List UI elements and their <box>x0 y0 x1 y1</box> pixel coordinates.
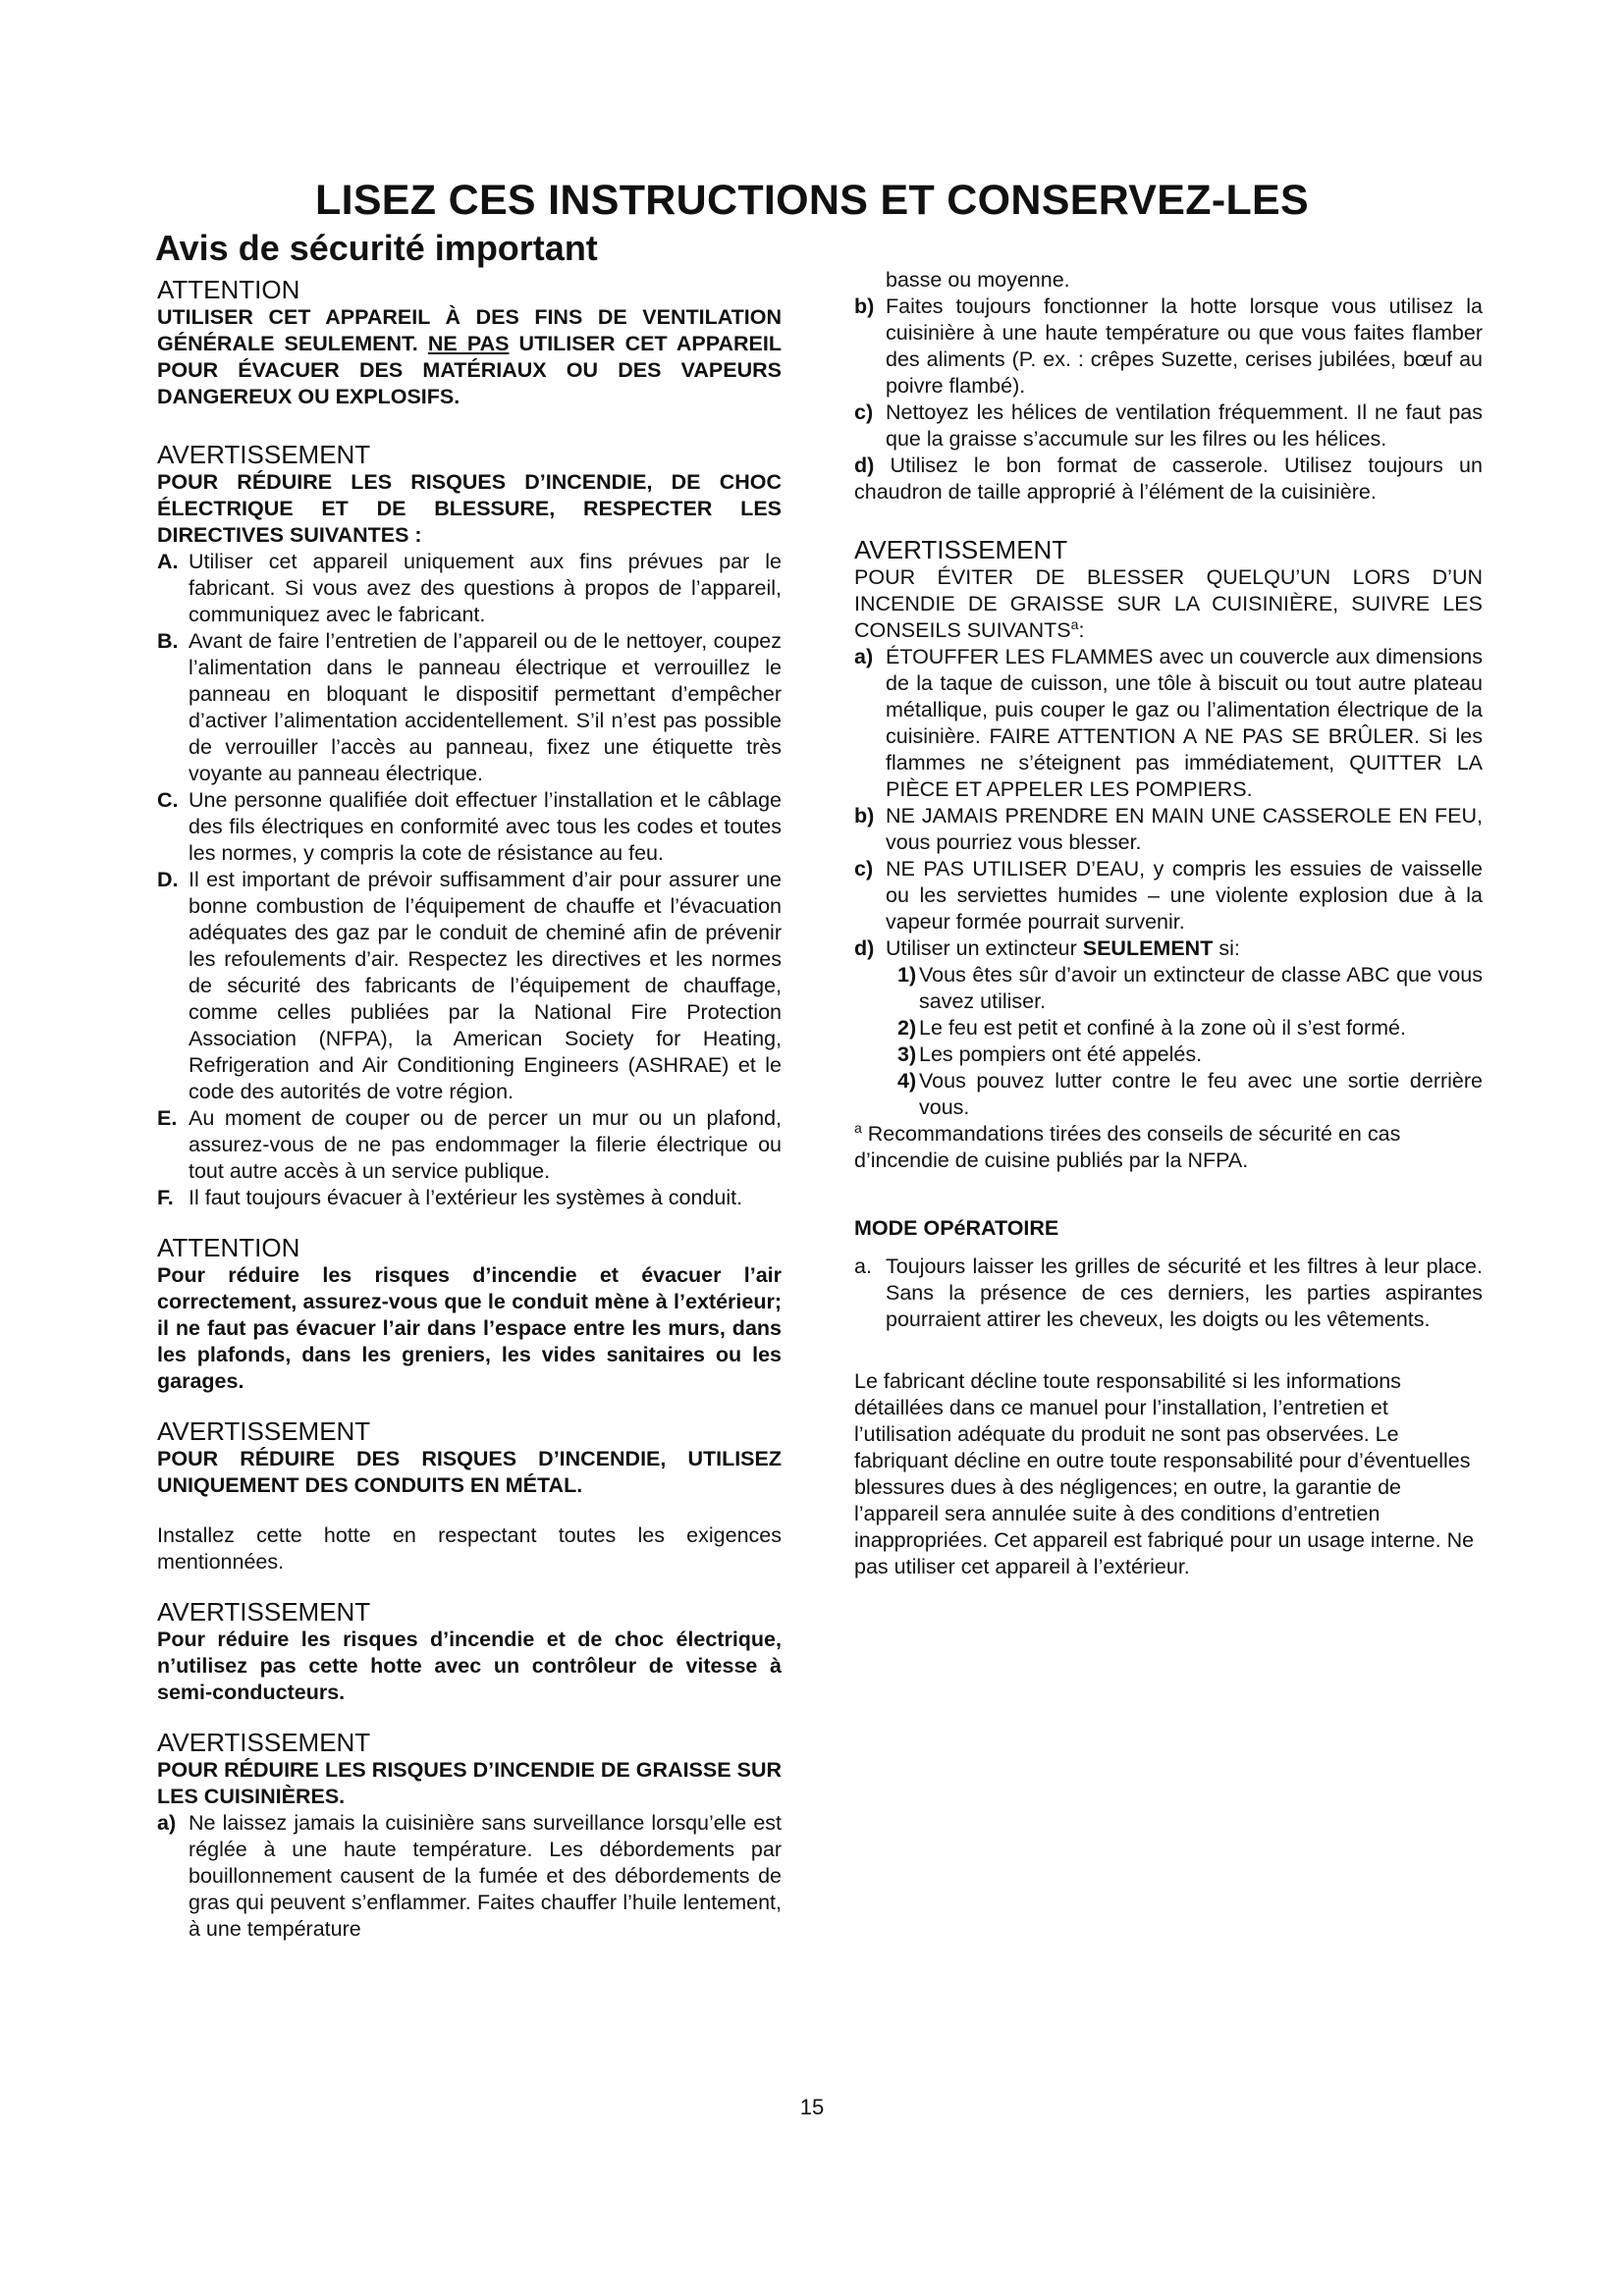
item-marker: B. <box>157 629 179 653</box>
item-marker: C. <box>157 788 179 812</box>
section-avertissement-incendie-graisse <box>854 535 1483 1174</box>
list-item <box>157 867 782 1105</box>
list-item-continued <box>854 267 1483 294</box>
underlined-ne-pas: NE PAS <box>427 332 510 355</box>
list-item <box>854 294 1483 400</box>
item-text: Le feu est petit et confiné à la zone où il s’est formé. <box>919 1016 1406 1040</box>
list-item <box>854 935 1483 962</box>
section-mode-operatoire <box>854 1215 1483 1333</box>
section-avertissement-directives <box>157 440 782 1211</box>
text-part: si: <box>1213 936 1240 960</box>
item-text: Au moment de couper ou de percer un mur ou un plafond, assurez-vous de ne pas endommager la filerie électrique ou tout autre accès à un service publique. <box>189 1106 782 1183</box>
text-part: Utiliser un extincteur <box>886 936 1083 960</box>
item-text: Toujours laisser les grilles de sécurité et les filtres à leur place. Sans la présence de ces derniers, les parties aspirantes pourraient attirer les cheveux, les doigts ou les vêtements. <box>886 1255 1483 1331</box>
list-item <box>854 400 1483 453</box>
list-item <box>897 1068 1483 1121</box>
list-item <box>854 1254 1483 1333</box>
page-title: LISEZ CES INSTRUCTIONS ET CONSERVEZ-LES <box>315 177 1309 224</box>
item-marker: 4) <box>897 1069 917 1093</box>
list-item <box>854 856 1483 935</box>
list-item <box>157 549 782 628</box>
footnote-text: Recommandations tirées des conseils de sécurité en cas d’incendie de cuisine publiés par la NFPA. <box>854 1122 1401 1172</box>
section-title: AVERTISSEMENT <box>157 1597 371 1627</box>
list-item <box>897 1041 1483 1068</box>
section-avertissement-controleur <box>157 1597 782 1706</box>
item-text: Ne laissez jamais la cuisinière sans surveillance lorsqu’elle est réglée à une haute température. Les débordements par bouillonnement causent de la fumée et des débordements de gras qui peuvent s’enflammer. Faites chauffer l’huile lentement, à une température <box>189 1811 782 1941</box>
section-title: ATTENTION <box>157 1233 300 1262</box>
list-item <box>897 1015 1483 1041</box>
item-text: NE JAMAIS PRENDRE EN MAIN UNE CASSEROLE EN FEU, vous pourriez vous blesser. <box>886 804 1483 854</box>
section-attention-ventilation <box>157 275 782 410</box>
attention-ventilation-text <box>157 304 782 410</box>
item-text: Vous êtes sûr d’avoir un extincteur de classe ABC que vous savez utiliser. <box>919 963 1483 1013</box>
footnote-reference: a <box>1070 615 1079 632</box>
item-marker: E. <box>157 1106 178 1130</box>
item-marker: a. <box>854 1255 872 1278</box>
item-text: Il faut toujours évacuer à l’extérieur les systèmes à conduit. <box>189 1186 743 1209</box>
item-text: basse ou moyenne. <box>886 268 1070 292</box>
item-marker: a) <box>854 645 874 668</box>
text-part: UTILISER CET APPAREIL POUR ÉVACUER DES MATÉRIAUX OU DES VAPEURS DANGEREUX OU EXPLOSIFS. <box>157 332 782 408</box>
list-item <box>854 644 1483 803</box>
page-number: 15 <box>799 2095 825 2119</box>
section-title: AVERTISSEMENT <box>157 440 371 469</box>
item-text: Une personne qualifiée doit effectuer l’installation et le câblage des fils électriques en conformité avec tous les codes et toutes les normes, y compris la cote de résistance au feu. <box>189 788 782 865</box>
footnote <box>854 1121 1483 1174</box>
bold-seulement: SEULEMENT <box>1082 936 1214 960</box>
section-title: ATTENTION <box>157 275 300 304</box>
item-text: Avant de faire l’entretien de l’appareil ou de le nettoyer, coupez l’alimentation dans le panneau électrique et verrouillez le panneau en bloquant le dispositif permettant d’empêcher d’activer l’alimentation accidentellement. S’il n’est pas possible de verrouiller l’accès au panneau, fixez une étiquette très voyante au panneau électrique. <box>189 629 782 785</box>
conseils-list <box>854 644 1483 962</box>
graisse-heading: POUR RÉDUIRE LES RISQUES D’INCENDIE DE GRAISSE SUR LES CUISINIÈRES. <box>157 1758 782 1808</box>
graisse-list <box>157 1810 782 1943</box>
item-marker: a) <box>157 1811 177 1835</box>
extincteur-conditions-list <box>897 962 1483 1121</box>
page-subtitle: Avis de sécurité important <box>155 228 598 268</box>
item-marker: c) <box>854 857 874 881</box>
list-item <box>157 1810 782 1943</box>
item-marker: c) <box>854 400 874 424</box>
item-text: Nettoyez les hélices de ventilation fréquemment. Il ne faut pas que la graisse s’accumule sur les filres ou les hélices. <box>886 400 1483 451</box>
list-item <box>157 1105 782 1185</box>
section-avertissement-graisse <box>157 1728 782 1943</box>
section-title: AVERTISSEMENT <box>157 1416 371 1446</box>
text-part: : <box>1078 618 1085 642</box>
incendie-graisse-heading <box>854 564 1483 644</box>
item-marker: d) <box>854 454 875 477</box>
list-item <box>157 628 782 787</box>
item-text: Il est important de prévoir suffisamment d’air pour assurer une bonne combustion de l’équipement de chauffe et l’évacuation adéquates des gaz par le conduit de cheminé afin de prévenir les refoulements d’air. Respectez les directives et les normes de sécurité des fabricants de l’équipement de chauffage, comme celles publiées par la National Fire Protection Association (NFPA), la American Society for Heating, Refrigeration and Air Conditioning Engineers (ASHRAE) et le code des autorités de votre région. <box>189 868 782 1103</box>
section-title: AVERTISSEMENT <box>157 1728 371 1757</box>
item-marker: 1) <box>897 963 917 987</box>
item-marker: 2) <box>897 1016 917 1040</box>
directives-list <box>157 549 782 1211</box>
item-marker: A. <box>157 550 179 573</box>
right-column <box>854 267 1483 1602</box>
item-marker: b) <box>854 294 875 318</box>
disclaimer-text: Le fabricant décline toute responsabilité si les informations détaillées dans ce manuel pour l’installation, l’entretien et l’utilisation adéquate du produit ne sont pas observées. Le fabriquant décline en outre toute responsabilité pour d’éventuelles blessures dues à des négligences; en outre, la garantie de l’appareil sera annulée suite à des conditions d’entretien inappropriées. Cet appareil est fabriqué pour un usage interne. Ne pas utiliser cet appareil à l’extérieur. <box>854 1369 1475 1578</box>
list-item <box>157 787 782 867</box>
item-marker: d) <box>854 936 875 960</box>
item-text <box>886 935 1483 962</box>
item-text: Utiliser cet appareil uniquement aux fins prévues par le fabricant. Si vous avez des questions à propos de l’appareil, communiquez avec le fabricant. <box>189 550 782 626</box>
graisse-list-continued <box>854 267 1483 453</box>
item-text: Les pompiers ont été appelés. <box>919 1042 1203 1066</box>
metal-conduit-text: POUR RÉDUIRE DES RISQUES D’INCENDIE, UTILISEZ UNIQUEMENT DES CONDUITS EN MÉTAL. <box>157 1447 782 1497</box>
mode-list <box>854 1254 1483 1333</box>
attention-conduit-text: Pour réduire les risques d’incendie et évacuer l’air correctement, assurez-vous que le conduit mène à l’extérieur; il ne faut pas évacuer l’air dans l’espace entre les murs, dans les plafonds, dans les greniers, les vides sanitaires ou les garages. <box>157 1263 782 1393</box>
section-title: AVERTISSEMENT <box>854 535 1068 564</box>
list-item <box>157 1185 782 1211</box>
list-item <box>897 962 1483 1015</box>
item-text: Utilisez le bon format de casserole. Utilisez toujours un chaudron de taille approprié à l’élément de la cuisinière. <box>854 454 1483 504</box>
footnote-marker: a <box>854 1119 862 1136</box>
item-text: NE PAS UTILISER D’EAU, y compris les essuies de vaisselle ou les serviettes humides – une violente explosion due à la vapeur formée pourrait survenir. <box>886 857 1483 934</box>
text-part: UTILISER CET APPAREIL À DES FINS DE VENTILATION GÉNÉRALE SEULEMENT. <box>157 305 782 355</box>
item-text: Vous pouvez lutter contre le feu avec une sortie derrière vous. <box>919 1069 1483 1119</box>
installation-note: Installez cette hotte en respectant toutes les exigences mentionnées. <box>157 1523 782 1574</box>
format-casserole-text <box>854 453 1483 506</box>
text-part: POUR ÉVITER DE BLESSER QUELQU’UN LORS D’UN INCENDIE DE GRAISSE SUR LA CUISINIÈRE, SUIVRE LES CONSEILS SUIVANTS <box>854 565 1483 642</box>
section-attention-conduit <box>157 1233 782 1395</box>
item-marker: 3) <box>897 1042 917 1066</box>
item-text: Faites toujours fonctionner la hotte lorsque vous utilisez la cuisinière à une haute température ou que vous faites flamber des aliments (P. ex. : crêpes Suzette, cerises jubilées, bœuf au poivre flambé). <box>886 294 1483 398</box>
list-item <box>854 803 1483 856</box>
item-text: ÉTOUFFER LES FLAMMES avec un couvercle aux dimensions de la taque de cuisson, une tôle à biscuit ou tout autre plateau métallique, puis couper le gaz ou l’alimentation électrique de la cuisinière. FAIRE ATTENTION A NE PAS SE BRÛLER. Si les flammes ne s’éteignent pas immédiatement, QUITTER LA PIÈCE ET APPELER LES POMPIERS. <box>886 645 1483 801</box>
section-title: MODE OPéRATOIRE <box>854 1216 1059 1240</box>
item-marker: D. <box>157 868 179 891</box>
left-column <box>157 275 782 1943</box>
section-avertissement-metal <box>157 1416 782 1575</box>
item-marker: b) <box>854 804 875 828</box>
directives-heading: POUR RÉDUIRE LES RISQUES D’INCENDIE, DE CHOC ÉLECTRIQUE ET DE BLESSURE, RESPECTER LES DIRECTIVES SUIVANTES : <box>157 470 782 547</box>
item-marker: F. <box>157 1186 174 1209</box>
controleur-text: Pour réduire les risques d’incendie et de choc électrique, n’utilisez pas cette hotte avec un contrôleur de vitesse à semi-conducteurs. <box>157 1628 782 1704</box>
